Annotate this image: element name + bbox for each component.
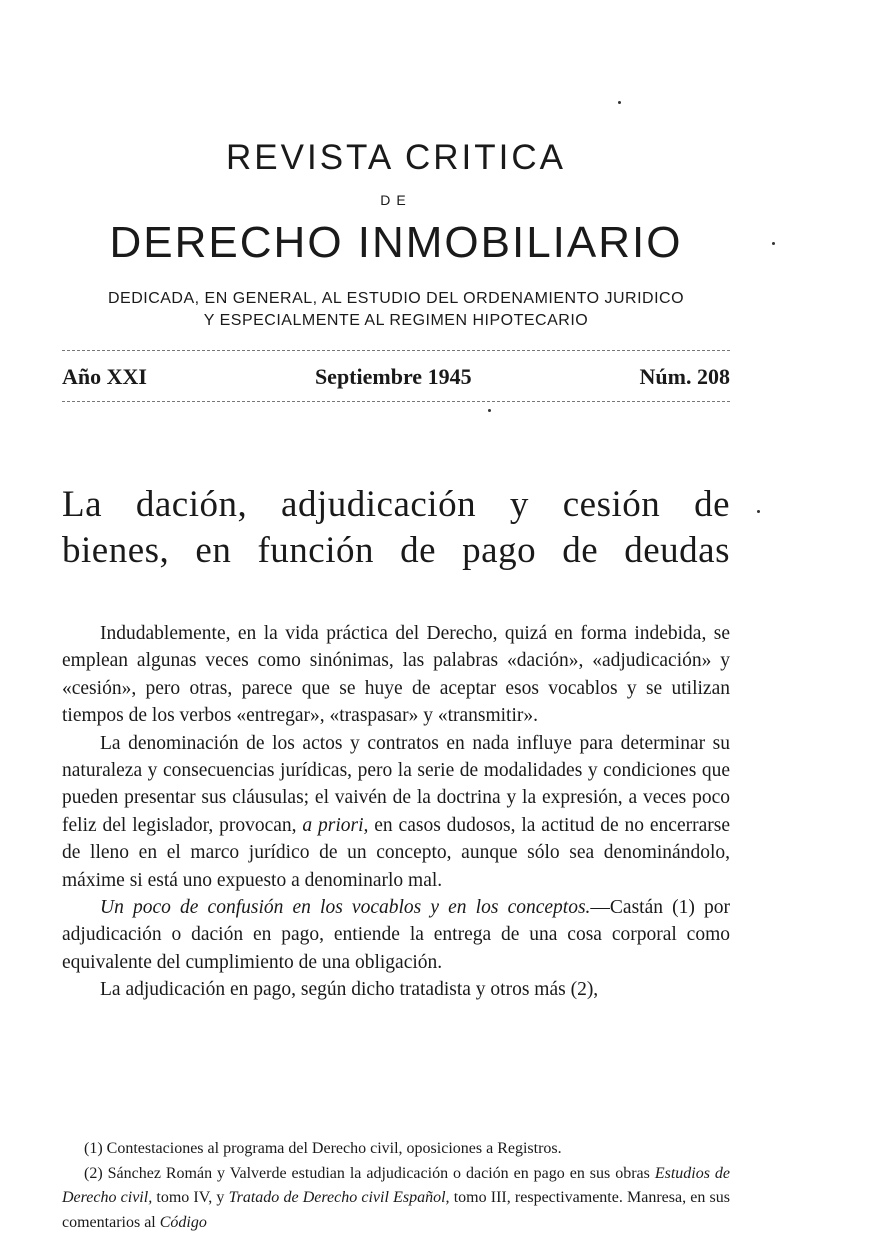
footnote-2-text-b: tomo IV, y — [152, 1189, 229, 1206]
journal-subtitle-line2: Y ESPECIALMENTE AL REGIMEN HIPOTECARIO — [203, 312, 589, 329]
issue-info — [62, 364, 730, 390]
paragraph-3 — [62, 894, 730, 976]
footnote-2-italic-2: Tratado de Derecho civil Español, — [228, 1189, 450, 1206]
footnote-2-italic-1: Estudios de Derecho civil, — [62, 1164, 731, 1206]
footnotes — [62, 1137, 730, 1235]
paragraph-1: Indudablemente, en la vida práctica del Derecho, quizá en forma indebida, se emplean algunas veces como sinónimas, las palabras «dación», «adjudicación» y «cesión», pero otras, parece que se huye de aceptar esos vocablos y se utilizan tiempos de los verbos «entregar», «traspasar» y «transmitir». — [62, 623, 730, 727]
paragraph-3-heading: Un poco de confusión en los vocablos y en los conceptos. — [100, 897, 591, 919]
journal-title-line1: REVISTA CRITICA — [226, 138, 566, 177]
paragraph-2-italic: a priori, — [302, 814, 369, 836]
issue-number: Núm. 208 — [639, 364, 730, 389]
scan-speck — [618, 101, 621, 104]
issue-date: Septiembre 1945 — [314, 364, 472, 389]
article-title — [62, 482, 730, 574]
journal-title-line2: DE — [380, 192, 412, 208]
divider-top — [62, 350, 730, 351]
journal-title-line3: DERECHO INMOBILIARIO — [109, 218, 683, 267]
article-body — [62, 620, 730, 1004]
footnote-2-italic-3: Código — [159, 1213, 207, 1231]
scan-speck — [757, 510, 760, 513]
journal-subtitle-line1: DEDICADA, EN GENERAL, AL ESTUDIO DEL ORDENAMIENTO JURIDICO — [107, 290, 685, 307]
paragraph-2-text-a: La denominación de los actos y contratos en nada influye para determinar su naturaleza y consecuencias jurídicas, pero la serie de modalidades y condiciones que pueden presentar sus cláusulas; el vaivén de la doctrina y la expresión, a veces poco feliz del legislador, provocan, — [62, 732, 730, 836]
paragraph-2 — [62, 730, 730, 894]
paragraph-3-text: —Castán (1) por adjudicación o dación en pago, entiende la entrega de una cosa corporal como equivalente del cumplimiento de una obligación. — [62, 897, 730, 973]
issue-year: Año XXI — [62, 364, 147, 389]
footnote-1: (1) Contestaciones al programa del Derecho civil, oposiciones a Registros. — [84, 1140, 562, 1157]
paragraph-2-text-b: en casos dudosos, la actitud de no encerrarse de lleno en el marco jurídico de un concepto, aunque sólo sea denominándolo, máxime si está uno expuesto a denominarlo mal. — [62, 814, 730, 891]
journal-subtitle — [62, 288, 730, 332]
footnote-2-text-a: (2) Sánchez Román y Valverde estudian la adjudicación o dación en pago en sus obras — [84, 1164, 655, 1182]
divider-bottom — [62, 401, 730, 402]
article-title-line1: La dación, adjudicación y cesión de — [62, 484, 730, 525]
footnote-2 — [62, 1162, 730, 1236]
paragraph-4: La adjudicación en pago, según dicho tratadista y otros más (2), — [100, 979, 599, 1001]
scan-speck — [488, 409, 491, 412]
footnote-2-text-c: tomo III, respectivamente. Manresa, en sus comentarios al — [62, 1189, 730, 1231]
scan-speck — [772, 242, 775, 245]
article-title-line2: bienes, en función de pago de deudas — [62, 530, 730, 571]
